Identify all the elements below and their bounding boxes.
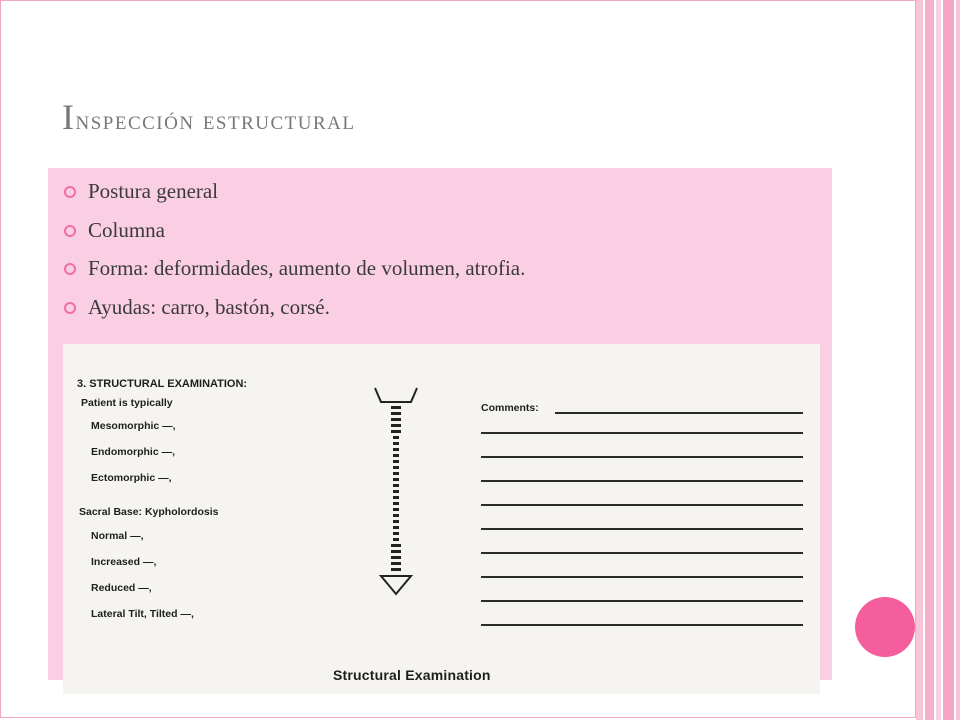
- vertebra-mark: [391, 568, 401, 571]
- figure-heading: 3. STRUCTURAL EXAMINATION:: [77, 378, 248, 390]
- vertebra-mark: [391, 556, 401, 559]
- vertebra-mark: [391, 430, 401, 433]
- comment-line: [481, 456, 803, 458]
- vertebra-mark: [393, 490, 399, 493]
- comment-line: [481, 480, 803, 482]
- vertebra-mark: [391, 406, 401, 409]
- patient-heading: Patient is typically: [81, 397, 173, 409]
- vertebra-mark: [393, 538, 399, 541]
- pelvis-triangle-icon: [381, 576, 411, 594]
- bullet-text: Forma: deformidades, aumento de volumen, atrofia.: [88, 256, 526, 280]
- title-rest: nspección estructural: [75, 105, 356, 135]
- body-type-item: Endomorphic —,: [91, 446, 175, 458]
- vertebra-mark: [393, 520, 399, 523]
- side-bar: [916, 0, 923, 720]
- side-bar: [936, 0, 941, 720]
- head-outline: [375, 388, 417, 402]
- vertebra-mark: [393, 484, 399, 487]
- bullet-list: [64, 176, 525, 330]
- vertebra-mark: [393, 460, 399, 463]
- vertebra-mark: [393, 502, 399, 505]
- sacral-heading: Sacral Base: Kypholordosis: [79, 506, 219, 518]
- ring-bullet-icon: [64, 186, 76, 198]
- vertebra-mark: [391, 424, 401, 427]
- vertebra-mark: [393, 454, 399, 457]
- vertebra-mark: [393, 436, 399, 439]
- structural-exam-figure: [63, 344, 820, 694]
- ring-bullet-icon: [64, 225, 76, 237]
- side-bar: [943, 0, 954, 720]
- spine-diagram: [63, 344, 820, 694]
- comment-line: [481, 432, 803, 434]
- decorative-circle: [855, 597, 915, 657]
- vertebra-mark: [391, 544, 401, 547]
- bullet-text: Ayudas: carro, bastón, corsé.: [88, 294, 330, 319]
- vertebra-mark: [393, 466, 399, 469]
- comment-line: [481, 624, 803, 626]
- side-bar: [925, 0, 934, 720]
- sacral-option: Reduced —,: [91, 582, 152, 594]
- bullet-item: [64, 176, 525, 215]
- vertebra-mark: [393, 526, 399, 529]
- slide-title: [62, 96, 356, 138]
- ring-bullet-icon: [64, 263, 76, 275]
- vertebra-mark: [391, 550, 401, 553]
- sacral-option: Increased —,: [91, 556, 157, 568]
- vertebra-mark: [393, 472, 399, 475]
- vertebra-mark: [393, 532, 399, 535]
- vertebra-mark: [393, 442, 399, 445]
- sacral-option: Normal —,: [91, 530, 144, 542]
- decorative-side-bars: [916, 0, 960, 720]
- comment-line: [481, 600, 803, 602]
- comment-line: [481, 552, 803, 554]
- bullet-item: [64, 292, 525, 331]
- title-initial: I: [62, 97, 76, 137]
- vertebra-mark: [393, 496, 399, 499]
- figure-caption: Structural Examination: [333, 667, 491, 683]
- vertebra-mark: [393, 448, 399, 451]
- spine-column: [391, 406, 401, 571]
- comment-line: [555, 412, 803, 414]
- bullet-text: Postura general: [88, 179, 219, 203]
- bullet-item: [64, 253, 525, 292]
- bullet-text: Columna: [88, 217, 165, 242]
- ring-bullet-icon: [64, 302, 76, 314]
- vertebra-mark: [393, 508, 399, 511]
- comment-line: [481, 576, 803, 578]
- comments-label: Comments:: [481, 402, 539, 414]
- side-bar: [956, 0, 960, 720]
- body-type-item: Mesomorphic —,: [91, 420, 176, 432]
- body-type-item: Ectomorphic —,: [91, 472, 172, 484]
- vertebra-mark: [393, 514, 399, 517]
- vertebra-mark: [391, 412, 401, 415]
- comment-line: [481, 528, 803, 530]
- vertebra-mark: [393, 478, 399, 481]
- vertebra-mark: [391, 418, 401, 421]
- comment-line: [481, 504, 803, 506]
- vertebra-mark: [391, 562, 401, 565]
- bullet-item: [64, 215, 525, 254]
- sacral-option: Lateral Tilt, Tilted —,: [91, 608, 194, 620]
